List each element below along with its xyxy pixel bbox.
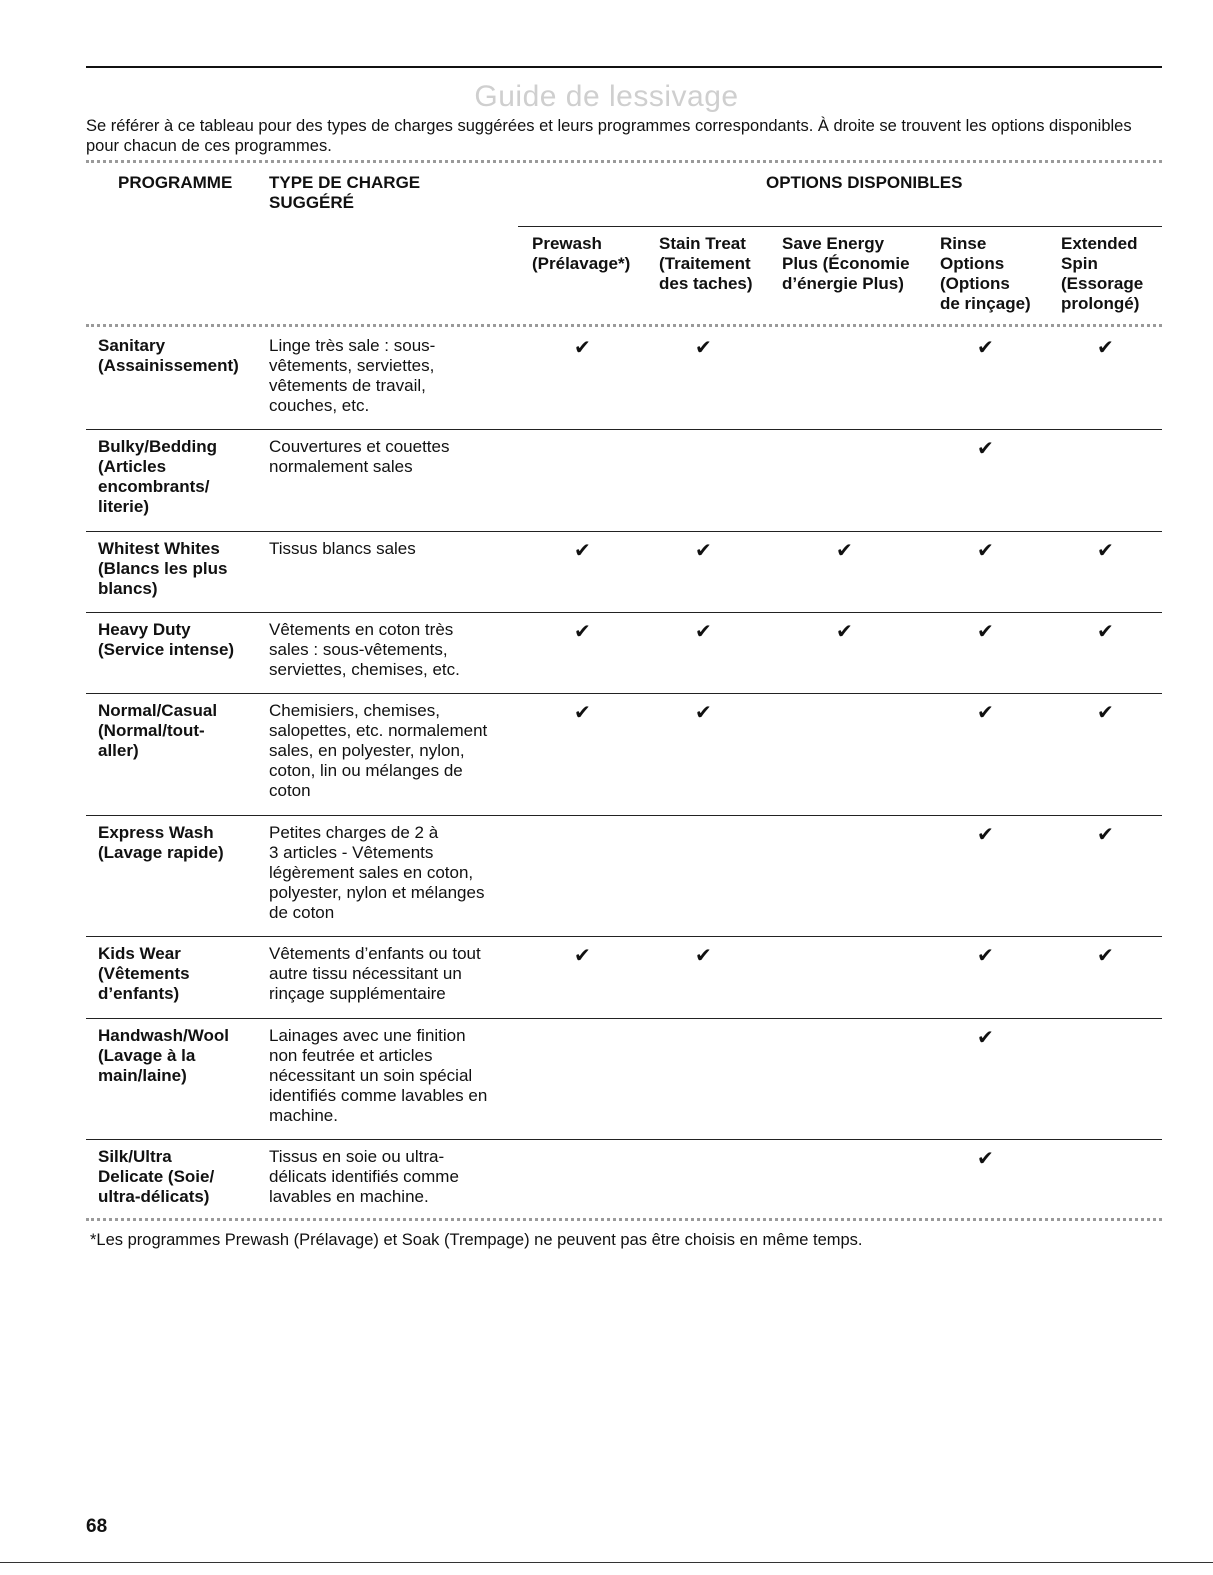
load-description: Petites charges de 2 à 3 articles - Vêtements légèrement sales en coton, polyester, nylon et mélanges de coton — [269, 823, 485, 922]
program-name: Normal/Casual (Normal/tout- aller) — [98, 701, 218, 760]
load-description: Lainages avec une finition non feutrée et articles nécessitant un soin spécial identifiés comme lavables en machine. — [269, 1026, 488, 1125]
program-name: Express Wash (Lavage rapide) — [98, 823, 224, 862]
checkmark-icon-stain-treat: ✔ — [695, 621, 712, 643]
row-divider — [86, 1139, 1162, 1140]
checkmark-icon-save-energy: ✔ — [836, 540, 853, 562]
footnote: *Les programmes Prewash (Prélavage) et Soak (Trempage) ne peuvent pas être choisis en même temps. — [90, 1231, 863, 1249]
program-name: Handwash/Wool (Lavage à la main/laine) — [98, 1026, 229, 1085]
checkmark-icon-stain-treat: ✔ — [695, 945, 712, 967]
dotted-divider-header — [86, 324, 1162, 327]
program-name: Sanitary (Assainissement) — [98, 336, 239, 375]
checkmark-icon-prewash: ✔ — [574, 337, 591, 359]
checkmark-icon-prewash: ✔ — [574, 945, 591, 967]
program-name: Kids Wear (Vêtements d’enfants) — [98, 944, 190, 1003]
page-number: 68 — [86, 1516, 108, 1537]
checkmark-icon-rinse-options: ✔ — [977, 824, 994, 846]
top-rule — [86, 66, 1162, 68]
program-name: Silk/Ultra Delicate (Soie/ ultra-délicats) — [98, 1147, 215, 1206]
checkmark-icon-rinse-options: ✔ — [977, 1027, 994, 1049]
checkmark-icon-prewash: ✔ — [574, 540, 591, 562]
checkmark-icon-stain-treat: ✔ — [695, 337, 712, 359]
dotted-divider-bottom — [86, 1218, 1162, 1221]
checkmark-icon-extended-spin: ✔ — [1097, 540, 1114, 562]
checkmark-icon-rinse-options: ✔ — [977, 621, 994, 643]
header-program: PROGRAMME — [118, 173, 233, 192]
option-header-prewash: Prewash (Prélavage*) — [532, 234, 631, 273]
options-rule — [518, 226, 1162, 227]
option-header-rinse-options: Rinse Options (Options de rinçage) — [940, 234, 1031, 313]
checkmark-icon-extended-spin: ✔ — [1097, 824, 1114, 846]
page-title: Guide de lessivage — [474, 80, 739, 113]
row-divider — [86, 1018, 1162, 1019]
program-name: Heavy Duty (Service intense) — [98, 620, 235, 659]
load-description: Couvertures et couettes normalement sales — [269, 437, 450, 476]
load-description: Vêtements d’enfants ou tout autre tissu nécessitant un rinçage supplémentaire — [269, 944, 481, 1003]
header-options: OPTIONS DISPONIBLES — [766, 173, 963, 192]
load-description: Chemisiers, chemises, salopettes, etc. normalement sales, en polyester, nylon, coton, lin ou mélanges de coton — [269, 701, 488, 800]
bottom-rule — [0, 1562, 1213, 1563]
checkmark-icon-prewash: ✔ — [574, 621, 591, 643]
row-divider — [86, 936, 1162, 937]
checkmark-icon-prewash: ✔ — [574, 702, 591, 724]
checkmark-icon-rinse-options: ✔ — [977, 438, 994, 460]
load-description: Tissus en soie ou ultra- délicats identifiés comme lavables en machine. — [269, 1147, 459, 1206]
row-divider — [86, 693, 1162, 694]
dotted-divider-top — [86, 160, 1162, 163]
row-divider — [86, 531, 1162, 532]
checkmark-icon-rinse-options: ✔ — [977, 540, 994, 562]
option-header-save-energy: Save Energy Plus (Économie d’énergie Plus) — [782, 234, 910, 293]
checkmark-icon-rinse-options: ✔ — [977, 702, 994, 724]
checkmark-icon-rinse-options: ✔ — [977, 337, 994, 359]
program-name: Bulky/Bedding (Articles encombrants/ literie) — [98, 437, 218, 516]
checkmark-icon-stain-treat: ✔ — [695, 540, 712, 562]
load-description: Vêtements en coton très sales : sous-vêtements, serviettes, chemises, etc. — [269, 620, 460, 679]
option-header-stain-treat: Stain Treat (Traitement des taches) — [659, 234, 753, 293]
checkmark-icon-rinse-options: ✔ — [977, 945, 994, 967]
header-load-type: TYPE DE CHARGE SUGGÉRÉ — [269, 173, 421, 212]
checkmark-icon-extended-spin: ✔ — [1097, 337, 1114, 359]
row-divider — [86, 429, 1162, 430]
checkmark-icon-save-energy: ✔ — [836, 621, 853, 643]
checkmark-icon-extended-spin: ✔ — [1097, 702, 1114, 724]
option-header-extended-spin: Extended Spin (Essorage prolongé) — [1061, 234, 1144, 313]
load-description: Linge très sale : sous- vêtements, serviettes, vêtements de travail, couches, etc. — [269, 336, 436, 415]
intro-text: Se référer à ce tableau pour des types de charges suggérées et leurs programmes correspondants. À droite se trouvent les options disponibles pour chacun de ces programmes. — [86, 117, 1132, 155]
checkmark-icon-rinse-options: ✔ — [977, 1148, 994, 1170]
load-description: Tissus blancs sales — [269, 539, 416, 558]
checkmark-icon-stain-treat: ✔ — [695, 702, 712, 724]
row-divider — [86, 815, 1162, 816]
row-divider — [86, 612, 1162, 613]
checkmark-icon-extended-spin: ✔ — [1097, 621, 1114, 643]
program-name: Whitest Whites (Blancs les plus blancs) — [98, 539, 228, 598]
checkmark-icon-extended-spin: ✔ — [1097, 945, 1114, 967]
